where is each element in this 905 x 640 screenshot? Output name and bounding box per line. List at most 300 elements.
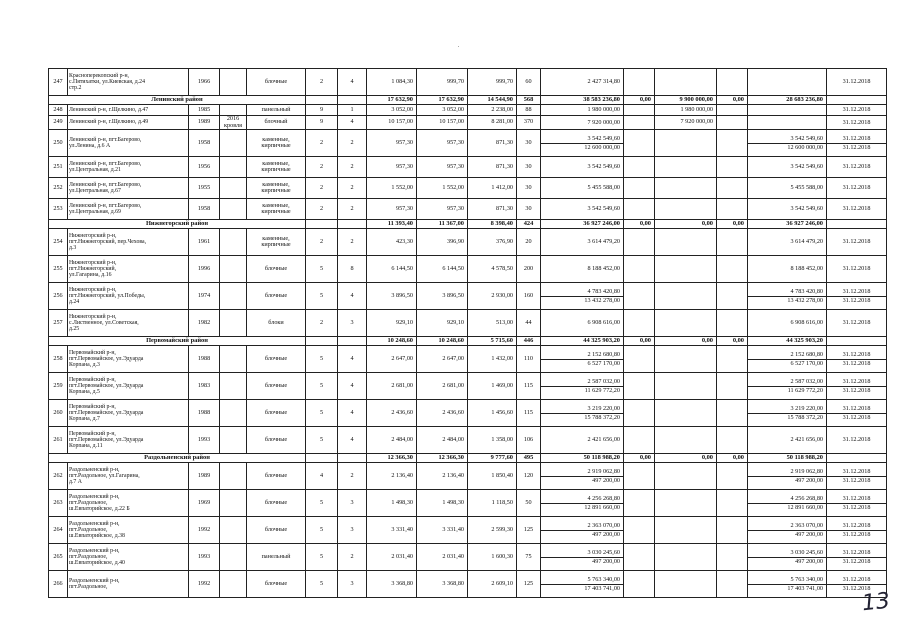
last-repair	[220, 463, 247, 490]
wall-material-line: блочные	[264, 498, 288, 506]
residents-count: 200	[517, 256, 541, 283]
address-line: пгт.Раздольное,	[69, 499, 108, 506]
local-budget-cell	[717, 256, 748, 283]
fund-cell	[624, 544, 655, 571]
total-cost-cell	[541, 283, 624, 310]
total-cost: 5 763 340,00	[541, 576, 623, 585]
summary-empty-cell	[306, 220, 338, 229]
fund-cell	[624, 490, 655, 517]
address-cell	[68, 373, 189, 400]
floors-count: 5	[306, 400, 338, 427]
residents-count: 115	[517, 373, 541, 400]
total-cost: 2 427 314,80	[587, 78, 620, 85]
address-cell	[68, 283, 189, 310]
district-name: Ленинский район	[49, 96, 306, 105]
fund-cell	[624, 130, 655, 157]
summary-fund-cell: 0,00	[624, 454, 655, 463]
premises-area: 2 136,40	[417, 463, 468, 490]
wall-material-line: блочные	[264, 435, 288, 443]
row-number: 265	[49, 544, 68, 571]
fund-cell	[624, 283, 655, 310]
residential-area: 1 358,00	[468, 427, 517, 454]
wall-material-line: блочные	[264, 471, 288, 479]
year-built: 1988	[189, 346, 220, 373]
total-area: 3 331,40	[367, 517, 417, 544]
fund-cell	[624, 346, 655, 373]
budget-cell	[655, 517, 717, 544]
total-cost-cell	[541, 105, 624, 116]
local-budget-cell	[717, 544, 748, 571]
entrances-count: 4	[338, 283, 367, 310]
completion-date-cell	[827, 427, 887, 454]
residential-area: 871,30	[468, 199, 517, 220]
house-row	[49, 463, 887, 490]
wall-material-line: кирпичные	[261, 166, 291, 173]
wall-material	[247, 517, 306, 544]
address-line: д.7 А	[69, 479, 82, 486]
total-cost: 3 219 220,00	[541, 405, 623, 414]
total-area: 929,10	[367, 310, 417, 337]
total-area: 3 052,00	[367, 105, 417, 116]
house-row	[49, 116, 887, 130]
budget-cell: 1 980 000,00	[655, 105, 717, 116]
last-repair	[220, 346, 247, 373]
completion-date: 31.12.2018	[842, 296, 871, 304]
summary-area-cell: 12 366,30	[367, 454, 417, 463]
total-cost-cell	[541, 157, 624, 178]
total-cost-cell	[541, 490, 624, 517]
total-cost: 2 363 070,00	[541, 522, 623, 531]
row-number: 260	[49, 400, 68, 427]
house-row	[49, 310, 887, 337]
premises-area: 3 331,40	[417, 517, 468, 544]
total-cost: 2 152 680,80	[541, 351, 623, 360]
owners-fund-cell	[748, 373, 827, 400]
local-budget-cell	[717, 105, 748, 116]
wall-material-line: блочные	[264, 264, 288, 272]
residents-count: 20	[517, 229, 541, 256]
residents-count: 110	[517, 346, 541, 373]
owners-fund-cell	[748, 229, 827, 256]
residents-count: 44	[517, 310, 541, 337]
row-number: 248	[49, 105, 68, 116]
premises-area: 3 896,50	[417, 283, 468, 310]
house-row	[49, 427, 887, 454]
total-cost: 17 403 741,00	[584, 584, 620, 592]
summary-area-cell: 17 632,90	[417, 96, 468, 105]
local-budget-cell	[717, 427, 748, 454]
fund-cell	[624, 463, 655, 490]
wall-material	[247, 116, 306, 130]
entrances-count: 3	[338, 517, 367, 544]
total-cost-cell	[541, 346, 624, 373]
address-line: д.25	[69, 326, 80, 333]
house-row	[49, 373, 887, 400]
residents-count: 60	[517, 69, 541, 96]
total-area: 957,30	[367, 130, 417, 157]
owners-fund: 5 763 340,00	[748, 576, 826, 585]
residents-count: 30	[517, 199, 541, 220]
district-name: Раздольненский район	[49, 454, 306, 463]
owners-fund-cell	[748, 157, 827, 178]
completion-date-cell	[827, 400, 887, 427]
completion-date-cell	[827, 346, 887, 373]
summary-area-cell: 14 544,90	[468, 96, 517, 105]
total-cost-cell	[541, 256, 624, 283]
summary-fund-cell: 0,00	[655, 220, 717, 229]
total-cost-cell	[541, 400, 624, 427]
total-cost: 11 629 772,20	[584, 386, 620, 394]
residents-count: 160	[517, 283, 541, 310]
local-budget-cell	[717, 283, 748, 310]
fund-cell	[624, 116, 655, 130]
residential-area: 1 600,30	[468, 544, 517, 571]
residents-count: 370	[517, 116, 541, 130]
entrances-count: 3	[338, 490, 367, 517]
residents-count: 125	[517, 517, 541, 544]
fund-cell	[624, 157, 655, 178]
summary-area-cell: 8 398,40	[468, 220, 517, 229]
premises-area: 2 031,40	[417, 544, 468, 571]
wall-material-line: каменные,	[262, 201, 290, 209]
address-line: д.24	[69, 299, 80, 306]
summary-date-cell	[827, 454, 887, 463]
residents-count: 30	[517, 178, 541, 199]
house-row	[49, 130, 887, 157]
premises-area: 396,90	[417, 229, 468, 256]
residents-count: 30	[517, 157, 541, 178]
year-built: 1956	[189, 157, 220, 178]
address-cell	[68, 571, 189, 598]
floors-count: 2	[306, 199, 338, 220]
address-line: пгт.Раздольное,	[69, 553, 108, 560]
entrances-count: 4	[338, 346, 367, 373]
summary-fund-cell: 0,00	[624, 220, 655, 229]
owners-fund: 4 783 420,80	[748, 288, 826, 297]
completion-date: 31.12.2018	[827, 495, 886, 504]
entrances-count: 3	[338, 571, 367, 598]
residential-area: 1 412,00	[468, 178, 517, 199]
summary-fund-cell: 0,00	[717, 96, 748, 105]
total-area: 3 368,80	[367, 571, 417, 598]
local-budget-cell	[717, 229, 748, 256]
year-built: 1989	[189, 463, 220, 490]
completion-date-cell	[827, 69, 887, 96]
entrances-count: 2	[338, 229, 367, 256]
last-repair	[220, 256, 247, 283]
total-cost-cell	[541, 544, 624, 571]
total-area: 957,30	[367, 199, 417, 220]
wall-material	[247, 373, 306, 400]
address-line: ул.Центральная, д.69	[69, 209, 121, 215]
completion-date: 31.12.2018	[842, 163, 871, 170]
summary-empty-cell	[306, 454, 338, 463]
residential-area: 1 456,60	[468, 400, 517, 427]
premises-area: 2 647,00	[417, 346, 468, 373]
owners-fund	[748, 119, 826, 127]
completion-date: 31.12.2018	[842, 238, 871, 245]
wall-material-line: блочные	[264, 291, 288, 299]
entrances-count: 2	[338, 130, 367, 157]
address-line: Нижнегорский р-н,	[69, 286, 117, 293]
wall-material-line: блочные	[264, 579, 288, 587]
total-cost: 497 200,00	[592, 557, 620, 565]
total-area: 1 084,30	[367, 69, 417, 96]
year-built: 1996	[189, 256, 220, 283]
floors-count: 5	[306, 427, 338, 454]
total-area: 3 896,50	[367, 283, 417, 310]
owners-fund: 497 200,00	[795, 557, 823, 565]
fund-cell	[624, 105, 655, 116]
owners-fund: 3 614 479,20	[790, 238, 823, 245]
row-number: 262	[49, 463, 68, 490]
completion-date: 31.12.2018	[827, 288, 886, 297]
premises-area: 999,70	[417, 69, 468, 96]
year-built: 1985	[189, 105, 220, 116]
total-cost-cell	[541, 69, 624, 96]
summary-total-cost: 44 325 903,20	[541, 337, 624, 346]
address-line: д.3	[69, 245, 77, 252]
year-built: 1958	[189, 130, 220, 157]
completion-date: 31.12.2018	[842, 265, 871, 272]
owners-fund: 2 152 680,80	[748, 351, 826, 360]
budget-cell	[655, 490, 717, 517]
residents-count: 30	[517, 130, 541, 157]
summary-area-cell: 11 367,00	[417, 220, 468, 229]
owners-fund: 6 527 170,00	[790, 359, 823, 367]
address-line: Ленинский р-н, пгт.Багерово,	[69, 160, 142, 167]
address-line: Корпана, д.5	[69, 389, 100, 396]
district-summary-row	[49, 337, 887, 346]
address-line: пгт.Нижнегорский, ул.Победы,	[69, 292, 146, 299]
summary-area-cell: 11 393,40	[367, 220, 417, 229]
last-repair	[220, 199, 247, 220]
fund-cell	[624, 256, 655, 283]
total-cost: 8 188 452,00	[587, 265, 620, 272]
wall-material-line: панельный	[261, 105, 291, 113]
address-cell	[68, 490, 189, 517]
address-line: Ленинский р-н, г.Щелкино, д.49	[69, 119, 149, 126]
year-built: 1969	[189, 490, 220, 517]
owners-fund: 3 542 549,60	[790, 163, 823, 170]
house-row	[49, 517, 887, 544]
premises-area: 929,10	[417, 310, 468, 337]
budget-cell	[655, 310, 717, 337]
wall-material-line: блочные	[264, 354, 288, 362]
row-number: 251	[49, 157, 68, 178]
fund-cell	[624, 229, 655, 256]
address-line: Раздольненский р-н,	[69, 577, 120, 584]
entrances-count: 8	[338, 256, 367, 283]
address-line: пгт.Первомайское, ул.Эдуарда	[69, 436, 144, 443]
address-line: ул.Центральная, д.21	[69, 167, 121, 173]
completion-date: 31.12.2018	[842, 118, 871, 126]
year-built: 1989	[189, 116, 220, 130]
address-cell	[68, 229, 189, 256]
summary-fund-cell: 9 900 000,00	[655, 96, 717, 105]
total-cost: 6 908 616,00	[587, 319, 620, 326]
summary-fund-cell: 0,00	[624, 96, 655, 105]
owners-fund: 8 188 452,00	[790, 265, 823, 272]
summary-area-cell: 17 632,90	[367, 96, 417, 105]
house-row	[49, 400, 887, 427]
year-built: 1992	[189, 571, 220, 598]
owners-fund: 497 200,00	[795, 476, 823, 484]
summary-area-cell: 10 248,60	[417, 337, 468, 346]
budget-cell	[655, 229, 717, 256]
entrances-count: 1	[338, 105, 367, 116]
fund-cell	[624, 517, 655, 544]
total-cost: 12 891 660,00	[584, 503, 620, 511]
owners-fund: 11 629 772,20	[787, 386, 823, 394]
address-line: Первомайский р-н,	[69, 349, 116, 356]
row-number: 247	[49, 69, 68, 96]
total-area: 6 144,50	[367, 256, 417, 283]
residential-area: 2 930,00	[468, 283, 517, 310]
owners-fund-cell	[748, 105, 827, 116]
summary-owners-fund: 28 683 236,80	[748, 96, 827, 105]
summary-total-cost: 50 118 988,20	[541, 454, 624, 463]
district-summary-row	[49, 96, 887, 105]
fund-cell	[624, 199, 655, 220]
premises-area: 1 498,30	[417, 490, 468, 517]
completion-date-cell	[827, 256, 887, 283]
entrances-count: 4	[338, 69, 367, 96]
premises-area: 6 144,50	[417, 256, 468, 283]
local-budget-cell	[717, 373, 748, 400]
total-cost-cell	[541, 116, 624, 130]
last-repair	[220, 105, 247, 116]
summary-fund-cell: 0,00	[624, 337, 655, 346]
completion-date: 31.12.2018	[842, 503, 871, 511]
owners-fund: 17 403 741,00	[787, 584, 823, 592]
last-repair	[220, 373, 247, 400]
floors-count: 5	[306, 544, 338, 571]
summary-empty-cell	[338, 96, 367, 105]
row-number: 263	[49, 490, 68, 517]
residential-area: 2 238,00	[468, 105, 517, 116]
address-line: ул.Гагарина, д.16	[69, 272, 112, 279]
completion-date: 31.12.2018	[842, 143, 871, 151]
completion-date: 31.12.2018	[842, 205, 871, 212]
residents-count: 106	[517, 427, 541, 454]
row-number: 256	[49, 283, 68, 310]
budget-cell	[655, 283, 717, 310]
fund-cell	[624, 69, 655, 96]
wall-material	[247, 400, 306, 427]
wall-material-line: блочные	[264, 381, 288, 389]
local-budget-cell	[717, 463, 748, 490]
address-cell	[68, 463, 189, 490]
total-area: 957,30	[367, 157, 417, 178]
address-line: пгт.Первомайское, ул.Эдуарда	[69, 382, 144, 389]
row-number: 266	[49, 571, 68, 598]
premises-area: 1 552,00	[417, 178, 468, 199]
completion-date-cell	[827, 463, 887, 490]
owners-fund: 497 200,00	[795, 530, 823, 538]
wall-material	[247, 199, 306, 220]
completion-date: 31.12.2018	[827, 378, 886, 387]
floors-count: 5	[306, 373, 338, 400]
completion-date: 31.12.2018	[842, 413, 871, 421]
residential-area: 1 850,40	[468, 463, 517, 490]
wall-material-line: каменные,	[262, 159, 290, 167]
premises-area: 3 052,00	[417, 105, 468, 116]
wall-material	[247, 283, 306, 310]
wall-material-line: панельный	[261, 552, 291, 560]
summary-total-cost: 38 583 236,80	[541, 96, 624, 105]
entrances-count: 4	[338, 400, 367, 427]
floors-count: 5	[306, 346, 338, 373]
house-row	[49, 283, 887, 310]
floors-count: 5	[306, 283, 338, 310]
completion-date: 31.12.2018	[842, 557, 871, 565]
row-number: 253	[49, 199, 68, 220]
summary-empty-cell	[338, 454, 367, 463]
wall-material	[247, 544, 306, 571]
total-cost: 3 614 479,20	[587, 238, 620, 245]
summary-fund-cell: 0,00	[655, 454, 717, 463]
house-row	[49, 199, 887, 220]
completion-date-cell	[827, 199, 887, 220]
summary-area-cell: 9 777,60	[468, 454, 517, 463]
owners-fund-cell	[748, 116, 827, 130]
address-line: пгт.Нижнегорский, пер.Чехова,	[69, 238, 147, 245]
completion-date: 31.12.2018	[827, 135, 886, 144]
completion-date: 31.12.2018	[842, 530, 871, 538]
last-repair: 2016 кровля	[220, 116, 247, 130]
total-area: 2 647,00	[367, 346, 417, 373]
address-cell	[68, 69, 189, 96]
address-line: Ленинский р-н, пгт.Багерово,	[69, 181, 142, 188]
wall-material	[247, 427, 306, 454]
summary-fund-cell: 0,00	[717, 454, 748, 463]
owners-fund	[748, 106, 826, 114]
floors-count: 5	[306, 490, 338, 517]
address-line: Раздольненский р-н,	[69, 466, 120, 473]
row-number: 258	[49, 346, 68, 373]
row-number: 254	[49, 229, 68, 256]
owners-fund-cell	[748, 199, 827, 220]
local-budget-cell	[717, 116, 748, 130]
summary-area-cell: 10 248,60	[367, 337, 417, 346]
address-line: ул.Ленина, д.6 А	[69, 143, 111, 149]
year-built: 1988	[189, 400, 220, 427]
fund-cell	[624, 571, 655, 598]
address-line: с.Лиственное, ул.Советская,	[69, 319, 139, 326]
address-line: ш.Евпаторийское, д.40	[69, 560, 125, 567]
total-cost-cell	[541, 373, 624, 400]
residential-area: 871,30	[468, 157, 517, 178]
total-area: 423,30	[367, 229, 417, 256]
address-cell	[68, 400, 189, 427]
summary-owners-fund: 36 927 246,00	[748, 220, 827, 229]
total-cost: 13 432 278,00	[584, 296, 620, 304]
total-cost: 2 421 656,00	[587, 436, 620, 443]
summary-area-cell: 12 366,30	[417, 454, 468, 463]
fund-cell	[624, 178, 655, 199]
total-cost-cell	[541, 130, 624, 157]
wall-material	[247, 229, 306, 256]
floors-count: 5	[306, 517, 338, 544]
house-row	[49, 105, 887, 116]
budget-cell	[655, 256, 717, 283]
budget-cell	[655, 130, 717, 157]
local-budget-cell	[717, 69, 748, 96]
total-cost: 4 256 268,80	[541, 495, 623, 504]
completion-date: 31.12.2018	[842, 106, 871, 113]
address-cell	[68, 256, 189, 283]
